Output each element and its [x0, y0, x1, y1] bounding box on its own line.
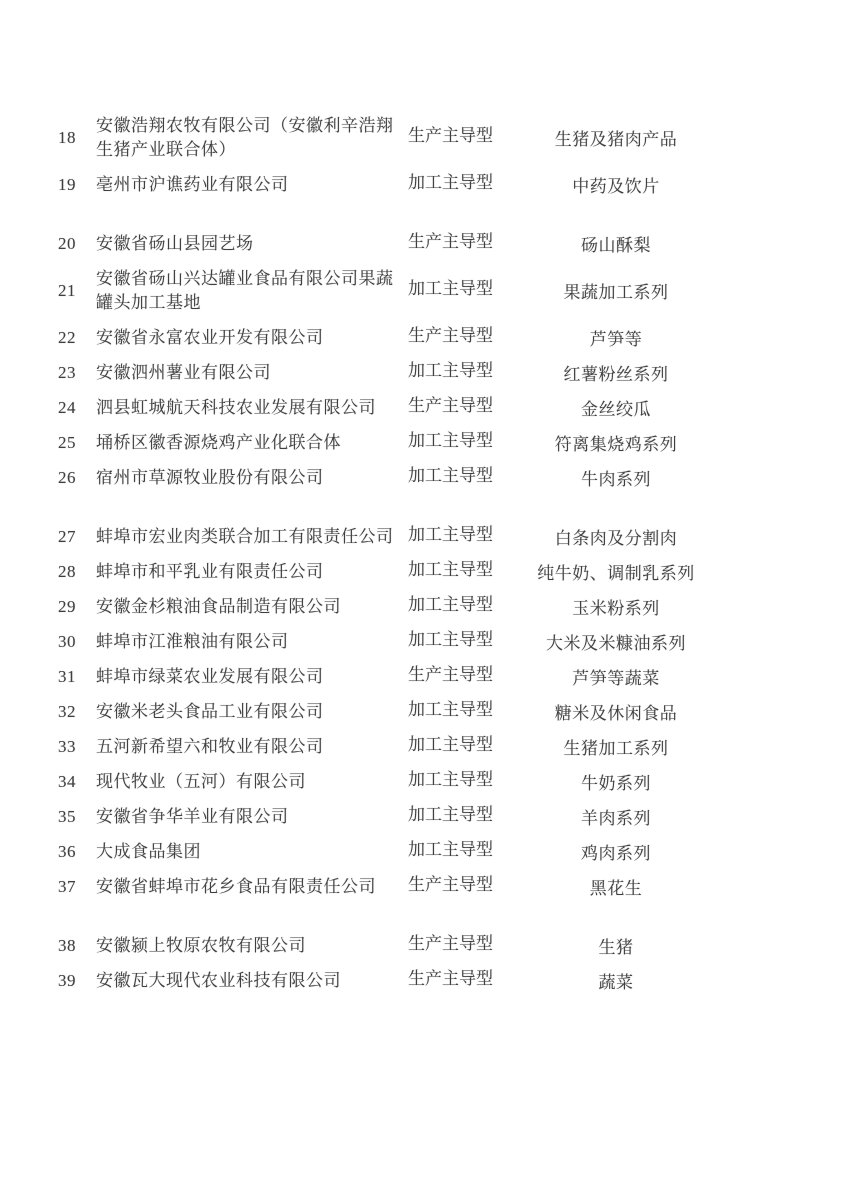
row-number: 33	[58, 737, 76, 756]
type-label: 生产主导型	[408, 396, 493, 415]
company-name: 安徽省砀山县园艺场	[96, 234, 254, 253]
type-label: 生产主导型	[408, 934, 493, 953]
row-number: 36	[58, 842, 76, 861]
type-label: 加工主导型	[408, 595, 493, 614]
company-name: 蚌埠市和平乳业有限责任公司	[96, 562, 324, 581]
type-label: 加工主导型	[408, 630, 493, 649]
product-name: 鸡肉系列	[581, 844, 651, 863]
company-name: 安徽泗州薯业有限公司	[96, 363, 271, 382]
type-label: 加工主导型	[408, 700, 493, 719]
type-label: 生产主导型	[408, 326, 493, 345]
product-name: 生猪加工系列	[563, 739, 669, 758]
product-name: 玉米粉系列	[572, 599, 660, 618]
product-name: 红薯粉丝系列	[563, 365, 669, 384]
type-label: 加工主导型	[408, 525, 493, 544]
table-row	[58, 665, 808, 689]
type-label: 加工主导型	[408, 466, 493, 485]
product-name: 羊肉系列	[581, 809, 651, 828]
type-label: 加工主导型	[408, 770, 493, 789]
table-row	[58, 525, 808, 549]
type-label: 加工主导型	[408, 735, 493, 754]
table-row	[58, 875, 808, 899]
type-label: 生产主导型	[408, 969, 493, 988]
table-row	[58, 466, 808, 490]
company-name: 安徽省争华羊业有限公司	[96, 807, 289, 826]
table-row	[58, 840, 808, 864]
product-name: 砀山酥梨	[581, 236, 651, 255]
company-name: 安徽省砀山兴达罐业食品有限公司果蔬罐头加工基地	[96, 269, 394, 312]
row-number: 21	[58, 281, 76, 300]
row-number: 19	[58, 175, 76, 194]
row-number: 24	[58, 398, 76, 417]
product-name: 生猪及猪肉产品	[554, 130, 678, 149]
row-number: 30	[58, 632, 76, 651]
table-row	[58, 735, 808, 759]
company-name: 大成食品集团	[96, 842, 201, 861]
table-row	[58, 361, 808, 385]
company-name: 安徽瓦大现代农业科技有限公司	[96, 971, 341, 990]
type-label: 生产主导型	[408, 875, 493, 894]
product-name: 大米及米糠油系列	[546, 634, 686, 653]
product-name: 牛肉系列	[581, 470, 651, 489]
product-name: 果蔬加工系列	[563, 283, 669, 302]
table-row	[58, 431, 808, 455]
product-name: 芦笋等蔬菜	[572, 669, 660, 688]
product-name: 黑花生	[589, 879, 643, 898]
type-label: 加工主导型	[408, 173, 493, 192]
row-number: 37	[58, 877, 76, 896]
type-label: 加工主导型	[408, 361, 493, 380]
type-label: 加工主导型	[408, 560, 493, 579]
type-label: 生产主导型	[408, 126, 493, 145]
row-number: 28	[58, 562, 76, 581]
type-label: 加工主导型	[408, 805, 493, 824]
company-name: 安徽金杉粮油食品制造有限公司	[96, 597, 341, 616]
table-row	[58, 326, 808, 350]
table-row	[58, 267, 808, 315]
row-number: 26	[58, 468, 76, 487]
table-row	[58, 114, 808, 162]
company-name: 安徽省永富农业开发有限公司	[96, 328, 324, 347]
row-number: 27	[58, 527, 76, 546]
row-number: 18	[58, 128, 76, 147]
table-row	[58, 770, 808, 794]
company-name: 安徽省蚌埠市花乡食品有限责任公司	[96, 877, 376, 896]
row-number: 34	[58, 772, 76, 791]
product-name: 符离集烧鸡系列	[554, 435, 678, 454]
product-name: 牛奶系列	[581, 774, 651, 793]
type-label: 加工主导型	[408, 840, 493, 859]
company-name: 现代牧业（五河）有限公司	[96, 772, 306, 791]
company-table	[58, 114, 808, 993]
row-number: 23	[58, 363, 76, 382]
row-number: 32	[58, 702, 76, 721]
product-name: 芦笋等	[589, 330, 643, 349]
type-label: 生产主导型	[408, 232, 493, 251]
product-name: 纯牛奶、调制乳系列	[537, 564, 695, 583]
product-name: 生猪	[598, 938, 634, 957]
company-name: 安徽颍上牧原农牧有限公司	[96, 936, 306, 955]
company-name: 安徽浩翔农牧有限公司（安徽利辛浩翔生猪产业联合体）	[96, 116, 394, 159]
product-name: 金丝绞瓜	[581, 400, 651, 419]
table-row	[58, 173, 808, 197]
company-name: 蚌埠市绿菜农业发展有限公司	[96, 667, 324, 686]
type-label: 加工主导型	[408, 279, 493, 298]
row-number: 31	[58, 667, 76, 686]
product-name: 中药及饮片	[572, 177, 660, 196]
company-name: 五河新希望六和牧业有限公司	[96, 737, 324, 756]
company-name: 泗县虹城航天科技农业发展有限公司	[96, 398, 376, 417]
company-name: 埇桥区徽香源烧鸡产业化联合体	[96, 433, 341, 452]
row-number: 25	[58, 433, 76, 452]
type-label: 加工主导型	[408, 431, 493, 450]
table-row	[58, 700, 808, 724]
company-name: 宿州市草源牧业股份有限公司	[96, 468, 324, 487]
row-number: 20	[58, 234, 76, 253]
table-row	[58, 969, 808, 993]
row-number: 29	[58, 597, 76, 616]
table-row	[58, 630, 808, 654]
table-row	[58, 934, 808, 958]
company-name: 安徽米老头食品工业有限公司	[96, 702, 324, 721]
company-name: 蚌埠市江淮粮油有限公司	[96, 632, 289, 651]
row-number: 39	[58, 971, 76, 990]
company-name: 亳州市沪谯药业有限公司	[96, 175, 289, 194]
product-name: 蔬菜	[598, 973, 634, 992]
row-number: 35	[58, 807, 76, 826]
table-row	[58, 396, 808, 420]
row-number: 22	[58, 328, 76, 347]
company-name: 蚌埠市宏业肉类联合加工有限责任公司	[96, 527, 394, 546]
type-label: 生产主导型	[408, 665, 493, 684]
table-row	[58, 595, 808, 619]
table-row	[58, 805, 808, 829]
product-name: 白条肉及分割肉	[554, 529, 678, 548]
table-row	[58, 560, 808, 584]
row-number: 38	[58, 936, 76, 955]
table-row	[58, 232, 808, 256]
product-name: 糖米及休闲食品	[554, 704, 678, 723]
